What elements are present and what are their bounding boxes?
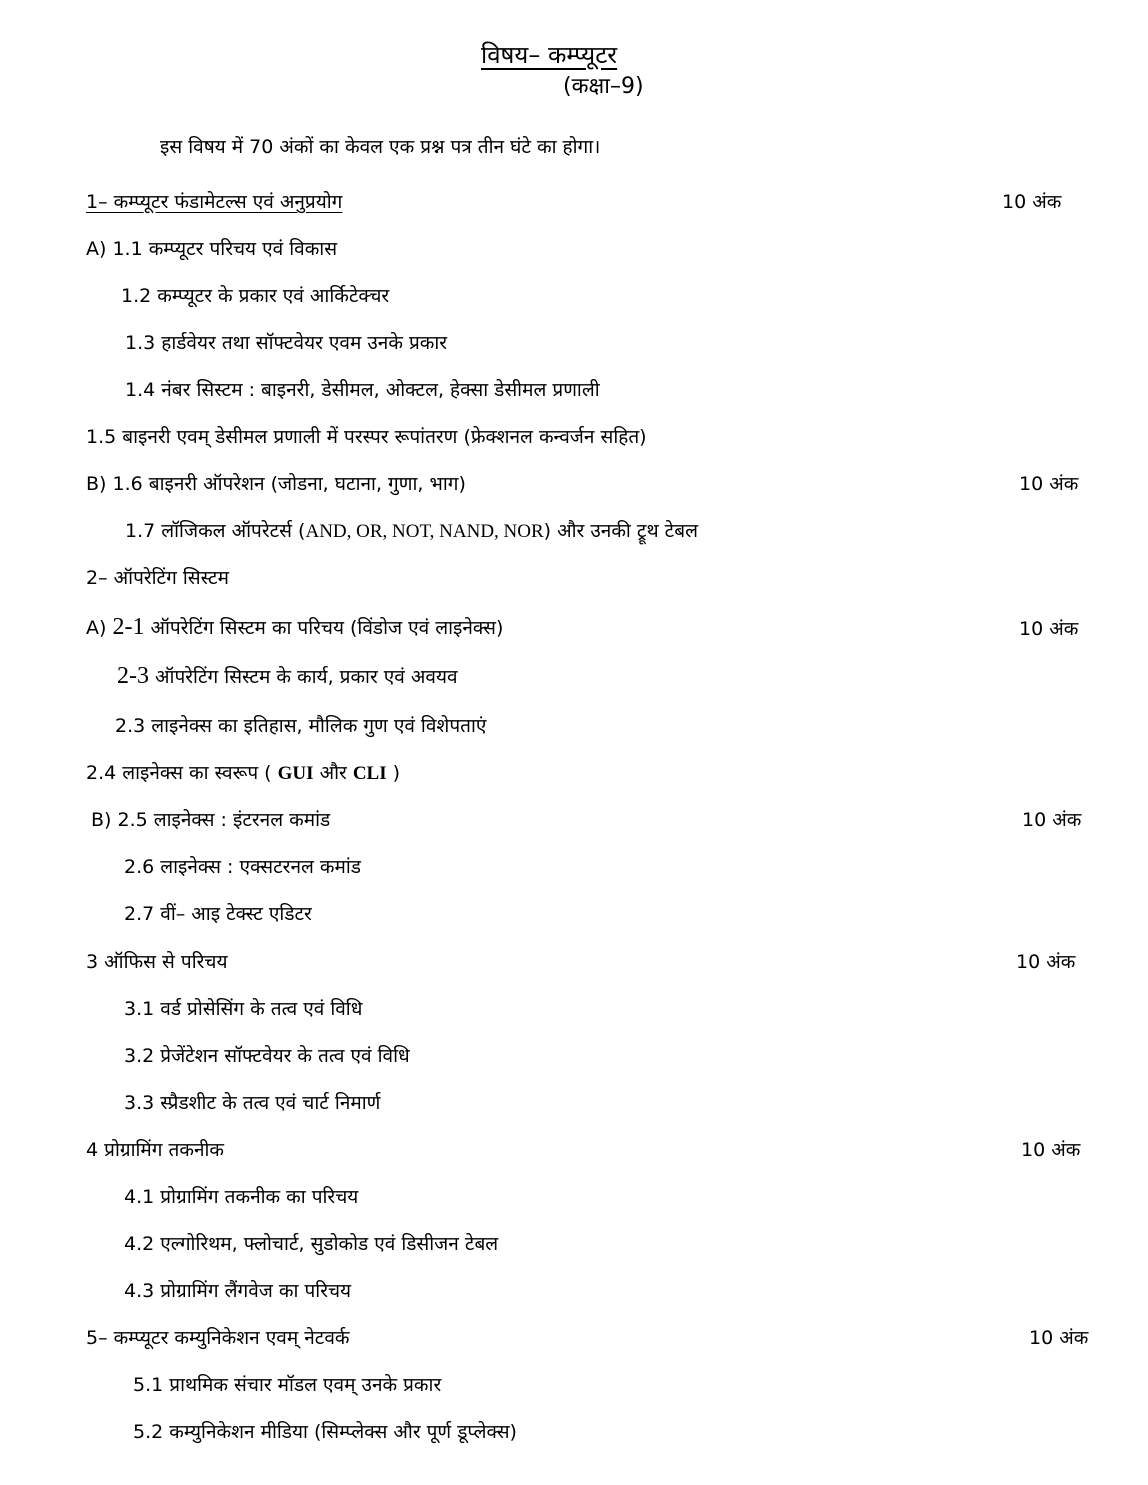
topic-2-4-prefix: 2.4 लाइनेक्स का स्वरूप ( <box>86 762 278 784</box>
topic-2-4 <box>86 761 400 786</box>
topic-1-4: 1.4 नंबर सिस्टम : बाइनरी, डेसीमल, ओक्टल, हेक्सा डेसीमल प्रणाली <box>125 379 600 401</box>
cli-label: CLI <box>352 763 387 784</box>
topic-1-7-prefix: 1.7 लॉजिकल ऑपरेटर्स ( <box>125 520 306 542</box>
page-title: विषय– कम्प्यूटर <box>481 41 618 69</box>
intro-text: इस विषय में 70 अंकों का केवल एक प्रश्न पत्र तीन घंटे का होगा। <box>160 136 601 158</box>
topic-4-3: 4.3 प्रोग्रामिंग लैंगवेज का परिचय <box>124 1280 352 1302</box>
topic-3-1: 3.1 वर्ड प्रोसेसिंग के तत्व एवं विधि <box>124 998 363 1020</box>
topic-4-1: 4.1 प्रोग्रामिंग तकनीक का परिचय <box>124 1186 359 1208</box>
topic-2-1-text: ऑपरेटिंग सिस्टम का परिचय (विंडोज एवं लाइनेक्स) <box>144 617 504 639</box>
page-subtitle: (कक्षा–9) <box>563 74 644 99</box>
unit-5-marks: 10 अंक <box>1029 1327 1089 1349</box>
unit-3-marks: 10 अंक <box>1016 951 1076 973</box>
topic-5-2: 5.2 कम्युनिकेशन मीडिया (सिम्प्लेक्स और पूर्ण डूप्लेक्स) <box>133 1421 517 1443</box>
topic-4-2: 4.2 एल्गोरिथम, फ्लोचार्ट, सुडोकोड एवं डिसीजन टेबल <box>124 1233 499 1255</box>
topic-2-1 <box>86 615 503 640</box>
section-1b-marks: 10 अंक <box>1019 473 1079 495</box>
unit-5-heading: 5– कम्प्यूटर कम्युनिकेशन एवम् नेटवर्क <box>86 1327 350 1349</box>
gui-label: GUI <box>277 763 314 784</box>
topic-2-7: 2.7 वीं– आइ टेक्स्ट एडिटर <box>124 903 312 925</box>
section-2b-marks: 10 अंक <box>1022 809 1082 831</box>
unit-4-marks: 10 अंक <box>1021 1139 1081 1161</box>
topic-1-6: B) 1.6 बाइनरी ऑपरेशन (जोडना, घटाना, गुणा, भाग) <box>86 473 466 495</box>
topic-2-2-number: 2-3 <box>117 663 149 689</box>
topic-1-3: 1.3 हार्डवेयर तथा सॉफ्टवेयर एवम उनके प्रकार <box>125 332 448 354</box>
topic-2-6: 2.6 लाइनेक्स : एक्सटरनल कमांड <box>124 856 361 878</box>
topic-1-7-suffix: ) और उनकी ट्रूथ टेबल <box>543 520 698 542</box>
topic-2-5: B) 2.5 लाइनेक्स : इंटरनल कमांड <box>91 809 331 831</box>
topic-3-3: 3.3 स्प्रैडशीट के तत्व एवं चार्ट निमार्ण <box>124 1092 381 1114</box>
section-2a-marks: 10 अंक <box>1019 618 1079 640</box>
topic-2-2 <box>117 664 458 689</box>
topic-2-4-and: और <box>313 762 353 784</box>
unit-1-heading: 1– कम्प्यूटर फंडामेटल्स एवं अनुप्रयोग <box>86 191 343 213</box>
topic-1-5: 1.5 बाइनरी एवम् डेसीमल प्रणाली में परस्पर रूपांतरण (फ्रेक्शनल कन्वर्जन सहित) <box>86 426 647 448</box>
topic-5-1: 5.1 प्राथमिक संचार मॉडल एवम् उनके प्रकार <box>133 1374 442 1396</box>
topic-1-1: A) 1.1 कम्प्यूटर परिचय एवं विकास <box>86 238 338 260</box>
topic-2-1-section: A) <box>86 617 113 639</box>
logic-operators-list: AND, OR, NOT, NAND, NOR <box>305 521 544 542</box>
topic-2-3: 2.3 लाइनेक्स का इतिहास, मौलिक गुण एवं विशेपताएं <box>115 715 487 737</box>
unit-4-heading: 4 प्रोग्रामिंग तकनीक <box>86 1139 224 1161</box>
topic-2-1-number: 2-1 <box>112 614 145 640</box>
topic-1-2: 1.2 कम्प्यूटर के प्रकार एवं आर्किटेक्चर <box>121 285 390 307</box>
topic-2-2-text: ऑपरेटिंग सिस्टम के कार्य, प्रकार एवं अवयव <box>149 666 458 688</box>
topic-1-7 <box>125 519 698 544</box>
unit-3-heading: 3 ऑफिस से परिचय <box>86 951 228 973</box>
unit-1-marks: 10 अंक <box>1002 191 1062 213</box>
topic-3-2: 3.2 प्रेजेंटेशन सॉफ्टवेयर के तत्व एवं विधि <box>124 1045 410 1067</box>
unit-2-heading: 2– ऑपरेटिंग सिस्टम <box>86 567 229 589</box>
topic-2-4-close: ) <box>386 762 401 784</box>
